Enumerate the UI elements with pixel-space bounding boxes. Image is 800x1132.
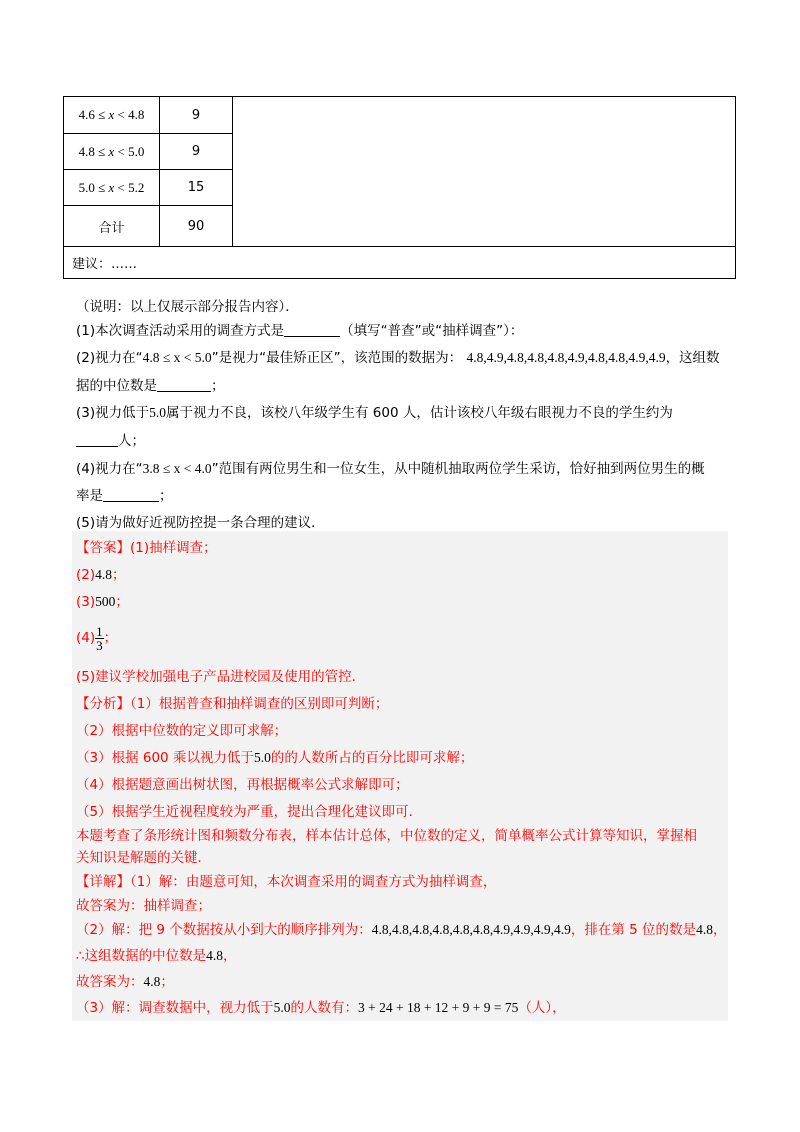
detail-3: （3）解：调查数据中，视力低于5.0的人数有：3 + 24 + 18 + 12 + 9 + 9 = 75（人）， <box>76 1000 566 1016</box>
detail-2-answer: 故答案为：4.8； <box>76 974 174 990</box>
fraction: $\frac{1}{3}$ <box>96 623 103 653</box>
analysis-summary-2: 关知识是解题的关键． <box>76 850 211 866</box>
detail-1: 【详解】（1）解：由题意可知，本次调查采用的调查方式为抽样调查， <box>76 874 497 890</box>
question-4: (4)视力在“3.8 ≤ x < 4.0”范围有两位男生和一位女生，从中随机抽取两位学生采访，恰好抽到两位男生的概 <box>76 461 705 477</box>
analysis-4: （4）根据题意画出树状图，再根据概率公式求解即可； <box>76 777 409 793</box>
analysis-1: 【分析】（1）根据普查和抽样调查的区别即可判断； <box>76 696 389 712</box>
total-label-cell: 合计 <box>64 206 160 247</box>
analysis-2: （2）根据中位数的定义即可求解； <box>76 723 288 739</box>
suggestion-cell: 建议：…… <box>64 247 736 279</box>
question-4-cont: 率是 ； <box>76 488 173 504</box>
question-1: (1)本次调查活动采用的调查方式是 （填写“普查”或“抽样调查”）： <box>76 323 524 339</box>
analysis-summary-1: 本题考查了条形统计图和频数分布表，样本估计总体，中位数的定义，简单概率公式计算等知识，掌握相 <box>76 828 697 844</box>
analysis-3: （3）根据 600 乘以视力低于5.0的的人数所占的百分比即可求解； <box>76 750 474 766</box>
frequency-table <box>63 96 736 279</box>
range-cell: 4.6 ≤ x < 4.8 <box>64 97 160 134</box>
question-2-cont: 据的中位数是 ； <box>76 378 225 394</box>
count-cell: 9 <box>160 134 233 170</box>
intro-note: （说明：以上仅展示部分报告内容）． <box>76 299 299 315</box>
question-5: (5)请为做好近视防控提一条合理的建议． <box>76 515 325 531</box>
question-3-cont: 人； <box>76 431 145 451</box>
question-3: (3)视力低于5.0属于视力不良，该校八年级学生有 600 人，估计该校八年级右眼视力不良的学生约为 <box>76 405 673 421</box>
chart-area-cell <box>233 97 736 247</box>
question-2: (2)视力在“4.8 ≤ x < 5.0”是视力“最佳矫正区”，该范围的数据为： 4.8,4.9,4.8,4.8,4.8,4.9,4.8,4.8,4.9,4.9，这组数 <box>76 350 720 366</box>
total-value-cell: 90 <box>160 206 233 247</box>
table-row-suggestion <box>64 247 736 279</box>
answer-3: (3)500； <box>76 594 129 610</box>
analysis-5: （5）根据学生近视程度较为严重，提出合理化建议即可． <box>76 804 423 820</box>
answer-2: (2)4.8； <box>76 567 126 583</box>
answer-5: (5)建议学校加强电子产品进校园及使用的管控． <box>76 669 366 685</box>
detail-2-therefore: ∴这组数据的中位数是4.8， <box>76 948 237 964</box>
table-row <box>64 97 736 134</box>
count-cell: 9 <box>160 97 233 134</box>
range-cell: 5.0 ≤ x < 5.2 <box>64 170 160 206</box>
range-cell: 4.8 ≤ x < 5.0 <box>64 134 160 170</box>
count-cell: 15 <box>160 170 233 206</box>
answer-4: (4) $\frac{1}{3}$ ； <box>76 623 118 653</box>
detail-2: （2）解：把 9 个数据按从小到大的顺序排列为：4.8,4.8,4.8,4.8,4.8,4.8,4.9,4.9,4.9,4.9，排在第 5 位的数是4.8， <box>76 922 727 938</box>
answer-1: 【答案】(1)抽样调查； <box>76 540 217 556</box>
detail-1-answer: 故答案为：抽样调查； <box>76 898 211 914</box>
